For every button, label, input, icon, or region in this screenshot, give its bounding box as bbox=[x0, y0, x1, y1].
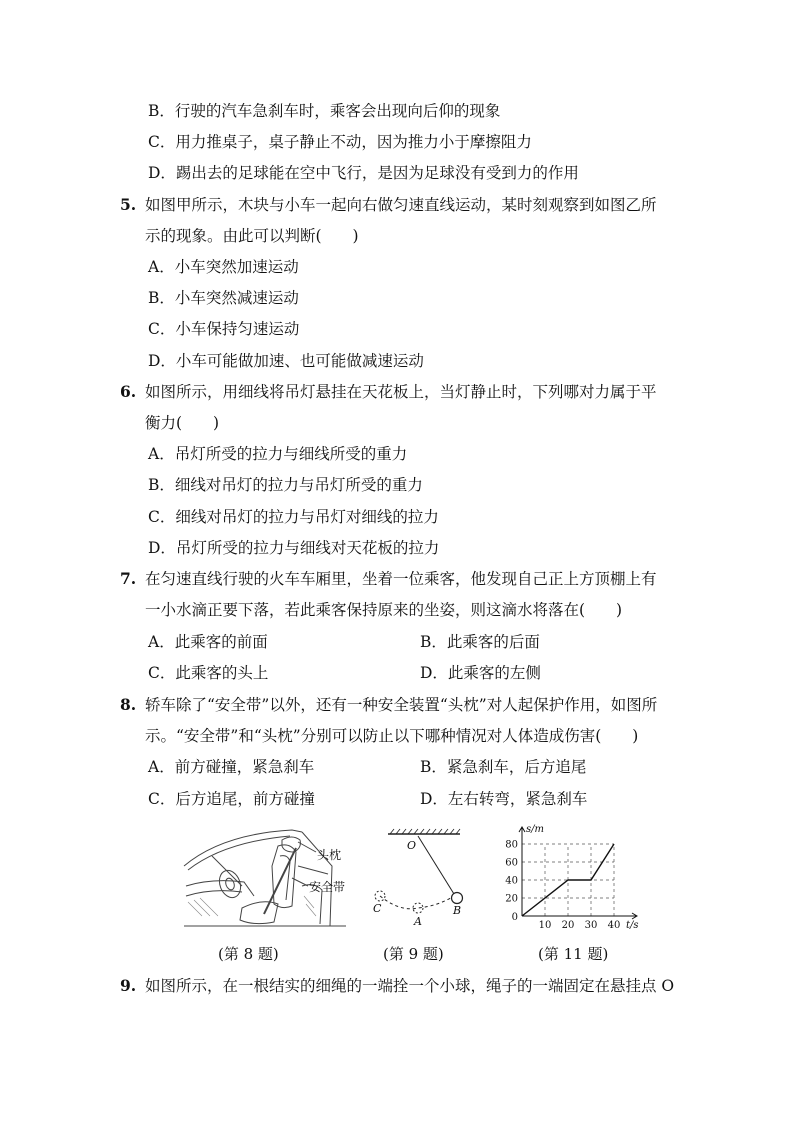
q7-stem-line2: 一小水滴正要下落，若此乘客保持原来的坐姿，则这滴水将落在( ) bbox=[145, 601, 623, 619]
q8-option-d: D．左右转弯，紧急刹车 bbox=[420, 790, 588, 808]
st-graph bbox=[500, 822, 648, 938]
x-axis-label: t/s bbox=[626, 920, 639, 931]
seatbelt-label: 安全带 bbox=[309, 880, 346, 894]
figure-8-caption: (第 8 题) bbox=[218, 945, 279, 963]
figure-11-caption: (第 11 题) bbox=[538, 945, 609, 963]
q9-number: 9. bbox=[120, 976, 137, 995]
q8-stem-line1: 轿车除了“安全带”以外，还有一种安全装置“头枕”对人起保护作用，如图所 bbox=[145, 696, 658, 714]
q7-number: 7. bbox=[120, 569, 137, 588]
q6-number: 6. bbox=[120, 382, 137, 401]
q6-option-d: D．吊灯所受的拉力与细线对天花板的拉力 bbox=[148, 539, 440, 557]
q7-option-a: A．此乘客的前面 bbox=[148, 633, 268, 651]
q7-stem-line1: 在匀速直线行驶的火车车厢里，坐着一位乘客，他发现自己正上方顶棚上有 bbox=[145, 570, 657, 588]
y-tick-label: 80 bbox=[505, 839, 518, 851]
q7-option-c: C．此乘客的头上 bbox=[148, 664, 269, 682]
q6-stem-line1: 如图所示，用细线将吊灯悬挂在天花板上，当灯静止时，下列哪对力属于平 bbox=[145, 383, 657, 401]
q4-option-d: D．踢出去的足球能在空中飞行，是因为足球没有受到力的作用 bbox=[148, 164, 579, 182]
q4-option-b: B．行驶的汽车急刹车时，乘客会出现向后仰的现象 bbox=[148, 102, 501, 120]
q5-option-b: B．小车突然减速运动 bbox=[148, 289, 299, 307]
q5-stem-line2: 示的现象。由此可以判断( ) bbox=[145, 227, 359, 245]
x-tick-label: 40 bbox=[607, 920, 621, 931]
q4-option-c: C．用力推桌子，桌子静止不动，因为推力小于摩擦阻力 bbox=[148, 133, 532, 151]
q8-stem-line2: 示。“安全带”和“头枕”分别可以防止以下哪种情况对人体造成伤害( ) bbox=[145, 727, 639, 745]
q5-stem-line1: 如图甲所示，木块与小车一起向右做匀速直线运动，某时刻观察到如图乙所 bbox=[145, 196, 657, 214]
headrest-label: 头枕 bbox=[317, 848, 342, 862]
x-tick-label: 20 bbox=[561, 920, 575, 931]
x-tick-label: 10 bbox=[538, 920, 552, 931]
q6-option-b: B．细线对吊灯的拉力与吊灯所受的重力 bbox=[148, 476, 423, 494]
figure-9-caption: (第 9 题) bbox=[383, 945, 444, 963]
q5-option-d: D．小车可能做加速、也可能做减速运动 bbox=[148, 352, 424, 370]
q8-option-c: C．后方追尾，前方碰撞 bbox=[148, 790, 315, 808]
q5-option-c: C．小车保持匀速运动 bbox=[148, 320, 300, 338]
y-axis-label: s/m bbox=[526, 824, 544, 835]
origin-label: 0 bbox=[511, 912, 518, 923]
q8-option-a: A．前方碰撞，紧急刹车 bbox=[148, 758, 315, 776]
q7-option-d: D．此乘客的左侧 bbox=[420, 664, 541, 682]
y-tick-label: 40 bbox=[505, 875, 518, 887]
q5-number: 5. bbox=[120, 195, 137, 214]
q6-stem-line2: 衡力( ) bbox=[145, 414, 220, 432]
q6-option-c: C．细线对吊灯的拉力与吊灯对细线的拉力 bbox=[148, 508, 439, 526]
q6-option-a: A．吊灯所受的拉力与细线所受的重力 bbox=[148, 445, 408, 463]
pendulum-label-o: O bbox=[407, 839, 417, 852]
y-tick-label: 60 bbox=[505, 857, 518, 869]
q7-option-b: B．此乘客的后面 bbox=[420, 633, 540, 651]
q5-option-a: A．小车突然加速运动 bbox=[148, 258, 299, 276]
q9-stem-line1: 如图所示，在一根结实的细绳的一端拴一个小球，绳子的一端固定在悬挂点 O bbox=[145, 977, 675, 995]
x-tick-label: 30 bbox=[584, 920, 598, 931]
q8-option-b: B．紧急刹车，后方追尾 bbox=[420, 758, 587, 776]
pendulum-label-b: B bbox=[453, 904, 462, 917]
q8-number: 8. bbox=[120, 695, 137, 714]
pendulum-label-c: C bbox=[373, 902, 382, 915]
y-tick-label: 20 bbox=[505, 893, 518, 905]
pendulum-label-a: A bbox=[414, 915, 422, 928]
